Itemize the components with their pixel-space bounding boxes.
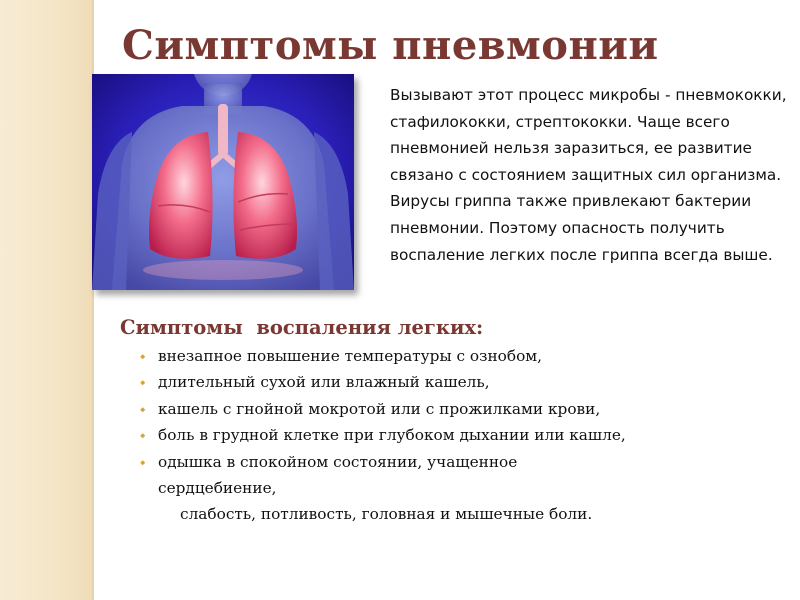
slide-title: Симптомы пневмонии bbox=[122, 22, 659, 69]
symptom-text: внезапное повышение температуры с ознобом, bbox=[158, 347, 543, 365]
list-item bbox=[140, 422, 658, 448]
symptom-text: кашель с гнойной мокротой или с прожилками крови, bbox=[158, 399, 601, 418]
bullet-icon: ⬩ bbox=[140, 347, 146, 365]
list-item bbox=[140, 343, 700, 369]
symptom-list bbox=[140, 343, 700, 528]
symptom-text: длительный сухой или влажный кашель, bbox=[158, 373, 490, 392]
bullet-icon: ⬩ bbox=[140, 373, 146, 392]
symptom-text: боль в грудной клетке при глубоком дыхании или кашле, bbox=[158, 426, 626, 445]
symptom-text: одышка в спокойном состоянии, учащенное сердцебиение, bbox=[158, 452, 518, 498]
lungs-illustration-graphic bbox=[92, 74, 354, 290]
bullet-icon: ⬩ bbox=[140, 426, 146, 445]
list-item bbox=[140, 449, 598, 502]
decorative-side-band bbox=[0, 0, 92, 600]
list-item bbox=[140, 396, 700, 422]
lungs-illustration bbox=[92, 74, 354, 290]
pneumonia-description: Вызывают этот процесс микробы - пневмококки, стафилококки, стрептококки. Чаще всего пневмонией нельзя заразиться, ее развитие связано с состоянием защитных сил организма. Вирусы гриппа также привлекают бактерии пневмонии. Поэтому опасность получить воспаление легких после гриппа всегда выше. bbox=[390, 86, 787, 264]
list-item bbox=[140, 369, 700, 395]
symptom-text: слабость, потливость, головная и мышечные боли. bbox=[180, 505, 593, 524]
bullet-icon: ⬩ bbox=[140, 452, 146, 471]
list-item bbox=[140, 501, 700, 527]
symptoms-heading: Симптомы воспаления легких: bbox=[120, 316, 484, 339]
bullet-icon: ⬩ bbox=[140, 399, 146, 418]
